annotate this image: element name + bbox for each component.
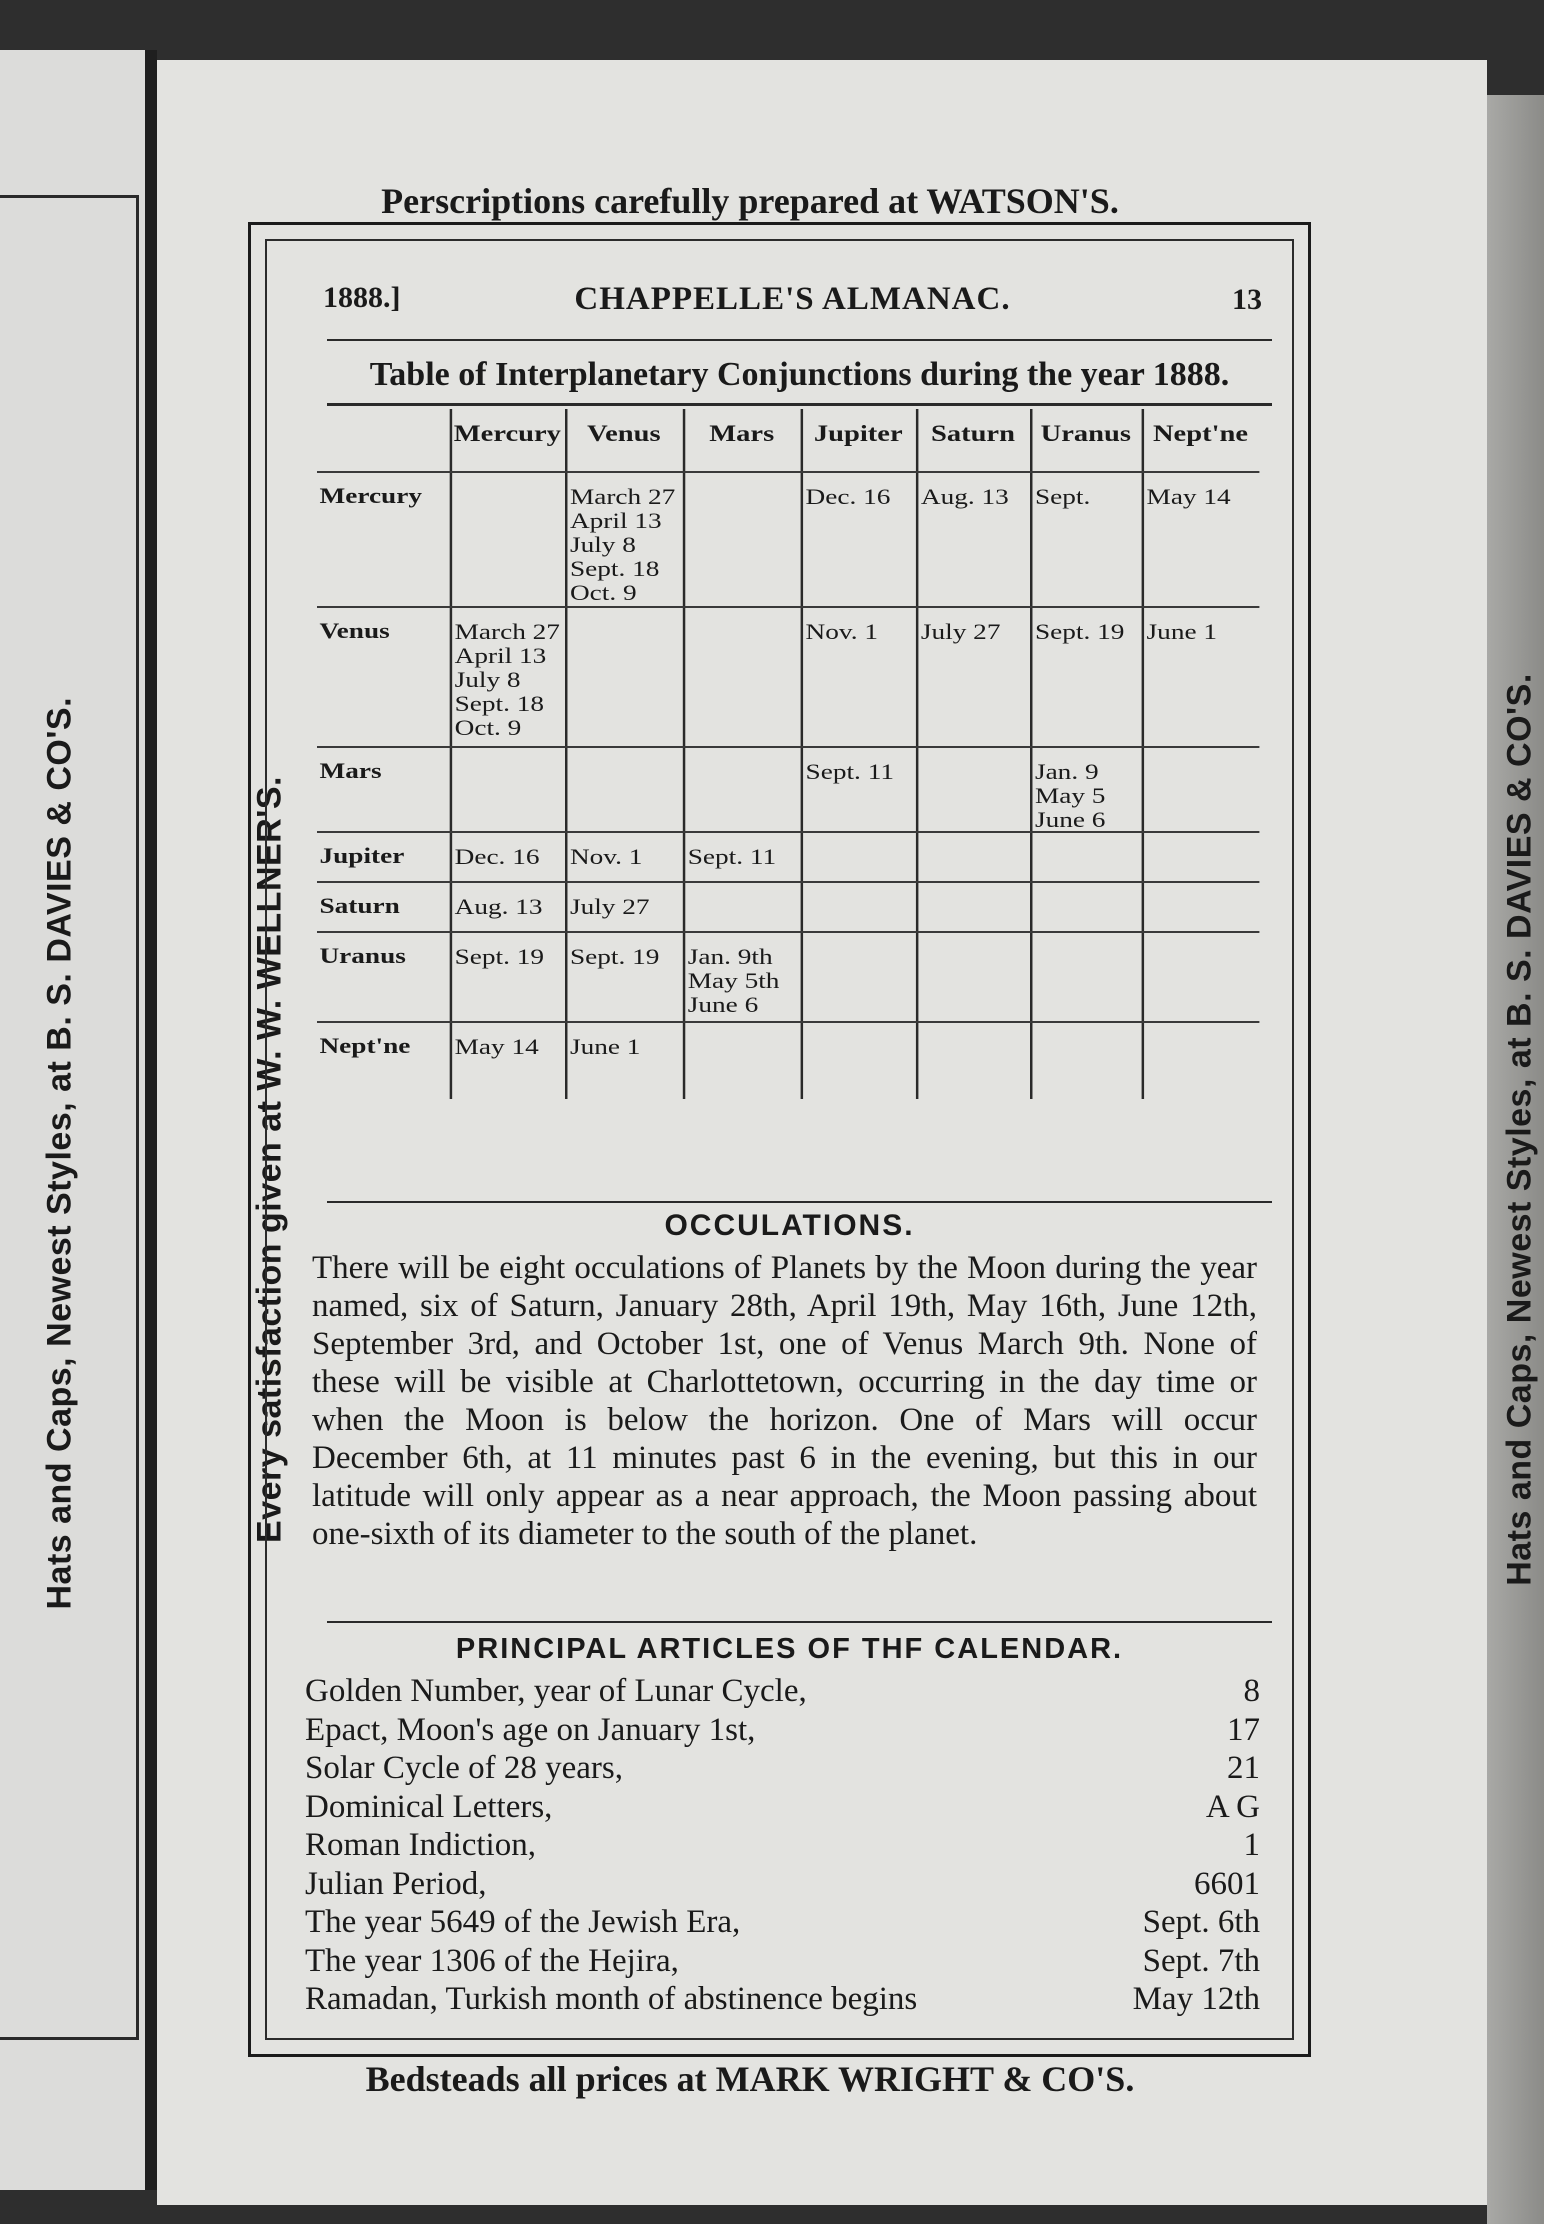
table-cell: May 14 — [1146, 484, 1231, 509]
article-value: Sept. 7th — [1142, 1942, 1260, 1979]
articles-title: PRINCIPAL ARTICLES OF THF CALENDAR. — [455, 1633, 1124, 1665]
table-cell: July 27 — [920, 619, 1001, 644]
table-cell: Nov. 1 — [805, 619, 879, 644]
article-row — [305, 1866, 1260, 1902]
article-row — [305, 1789, 1260, 1825]
article-row — [305, 1673, 1260, 1709]
book-gutter — [145, 50, 157, 2190]
table-row-divider — [317, 471, 1259, 473]
table-cell: Sept. 19 — [569, 944, 660, 969]
table-column-divider — [565, 409, 567, 1099]
row-header: Mercury — [319, 483, 422, 508]
article-label: Dominical Letters, — [305, 1788, 553, 1825]
article-label: Julian Period, — [305, 1865, 487, 1902]
column-header: Mercury — [453, 421, 561, 446]
page-frame — [248, 222, 1311, 2057]
table-row-divider — [317, 746, 1259, 748]
table-cell: Nov. 1 — [569, 844, 643, 869]
table-title-rule — [327, 403, 1272, 406]
article-label: Golden Number, year of Lunar Cycle, — [305, 1673, 807, 1709]
table-cell: Sept. — [1034, 484, 1091, 509]
article-label: The year 5649 of the Jewish Era, — [305, 1904, 741, 1940]
header-title: CHAPPELLE'S ALMANAC. — [574, 281, 1011, 317]
table-cell: March 27 April 13 July 8 Sept. 18 Oct. 9 — [454, 619, 560, 740]
table-cell: Sept. 19 — [454, 944, 545, 969]
table-cell: July 27 — [569, 894, 650, 919]
table-cell: March 27 April 13 July 8 Sept. 18 Oct. 9 — [569, 484, 676, 605]
table-row-divider — [317, 931, 1259, 933]
article-row — [305, 1750, 1260, 1786]
row-header: Saturn — [319, 893, 400, 918]
table-column-divider — [801, 409, 803, 1099]
article-row — [305, 1904, 1260, 1940]
table-column-divider — [683, 409, 685, 1099]
row-header: Venus — [319, 618, 390, 643]
top-advert: Perscriptions carefully prepared at WATSON'S. — [381, 181, 1119, 221]
row-header: Jupiter — [319, 843, 405, 868]
header-year: 1888.] — [323, 281, 401, 314]
article-value: May 12th — [1132, 1981, 1260, 2017]
row-header: Mars — [319, 758, 382, 783]
article-row — [305, 1712, 1260, 1748]
table-cell: Sept. 11 — [805, 759, 894, 784]
bottom-advert: Bedsteads all prices at MARK WRIGHT & CO'S. — [365, 2059, 1135, 2099]
occultations-title: OCCULATIONS. — [664, 1209, 915, 1242]
table-cell: Aug. 13 — [920, 484, 1009, 509]
table-bottom-rule — [327, 1201, 1272, 1203]
articles-rule — [327, 1621, 1272, 1623]
article-label: Epact, Moon's age on January 1st, — [305, 1711, 756, 1748]
table-cell: Sept. 19 — [1034, 619, 1125, 644]
table-cell: Dec. 16 — [805, 484, 891, 509]
column-header: Uranus — [1040, 421, 1131, 446]
row-header: Uranus — [319, 943, 406, 968]
article-label: Roman Indiction, — [305, 1827, 536, 1863]
table-cell: Dec. 16 — [454, 844, 540, 869]
conjunctions-table — [317, 409, 1259, 1099]
column-header: Nept'ne — [1152, 421, 1249, 446]
middle-spine-advert: Every satisfaction given at W. W. WELLNER'S. — [250, 776, 289, 1543]
article-row — [305, 1981, 1260, 2017]
left-spine-advert: Hats and Caps, Newest Styles, at B. S. DAVIES & CO'S. — [40, 696, 79, 1610]
article-value: 21 — [1227, 1750, 1260, 1786]
article-value: Sept. 6th — [1142, 1904, 1260, 1940]
column-header: Venus — [587, 421, 661, 446]
page-frame-inner — [265, 239, 1294, 2040]
column-header: Saturn — [930, 421, 1015, 446]
table-column-divider — [1142, 409, 1144, 1099]
article-value: 8 — [1243, 1673, 1260, 1709]
table-cell: June 1 — [1146, 619, 1218, 644]
table-column-divider — [450, 409, 452, 1099]
article-value: 6601 — [1194, 1865, 1260, 1902]
article-row — [305, 1943, 1260, 1979]
table-column-divider — [916, 409, 918, 1099]
table-row-divider — [317, 606, 1259, 608]
occultations-text: There will be eight occulations of Planets by the Moon during the year named, six of Saturn, January 28th, April 19th, May 16th, June 12th, September 3rd, and October 1st, one of Venus March 9th. None of these will be visible at Charlottetown, occurring in the day time or when the Moon is below the horizon. One of Mars will occur December 6th, at 11 minutes past 6 in the evening, but this in our latitude will only appear as a near approach, the Moon passing about one-sixth of its diameter to the south of the planet. — [312, 1250, 1257, 1552]
column-header: Jupiter — [813, 421, 903, 446]
facing-frame-bottom — [0, 2037, 139, 2040]
article-label: Ramadan, Turkish month of abstinence begins — [305, 1981, 918, 2017]
article-label: The year 1306 of the Hejira, — [305, 1942, 679, 1979]
table-title: Table of Interplanetary Conjunctions during the year 1888. — [369, 356, 1230, 393]
article-label: Solar Cycle of 28 years, — [305, 1750, 623, 1786]
table-cell: June 1 — [569, 1034, 641, 1059]
right-spine-advert: Hats and Caps, Newest Styles, at B. S. DAVIES & CO'S. — [1500, 673, 1539, 1586]
table-row-divider — [317, 881, 1259, 883]
table-column-divider — [1030, 409, 1032, 1099]
table-cell: Aug. 13 — [454, 894, 543, 919]
article-value: 17 — [1227, 1711, 1260, 1748]
header-rule — [327, 339, 1272, 341]
table-cell: Sept. 11 — [687, 844, 777, 869]
table-row-divider — [317, 831, 1259, 833]
table-cell: May 14 — [454, 1034, 539, 1059]
article-value: A G — [1205, 1788, 1260, 1825]
facing-frame-top — [0, 195, 139, 198]
table-cell: Jan. 9th May 5th June 6 — [687, 944, 780, 1017]
page-number: 13 — [1232, 283, 1262, 316]
table-row-divider — [317, 1021, 1259, 1023]
article-value: 1 — [1243, 1827, 1260, 1863]
table-cell: Jan. 9 May 5 June 6 — [1034, 759, 1106, 832]
column-header: Mars — [709, 421, 775, 446]
facing-frame-side — [136, 195, 139, 2040]
row-header: Nept'ne — [319, 1033, 411, 1058]
article-row — [305, 1827, 1260, 1863]
running-header — [323, 281, 1262, 331]
